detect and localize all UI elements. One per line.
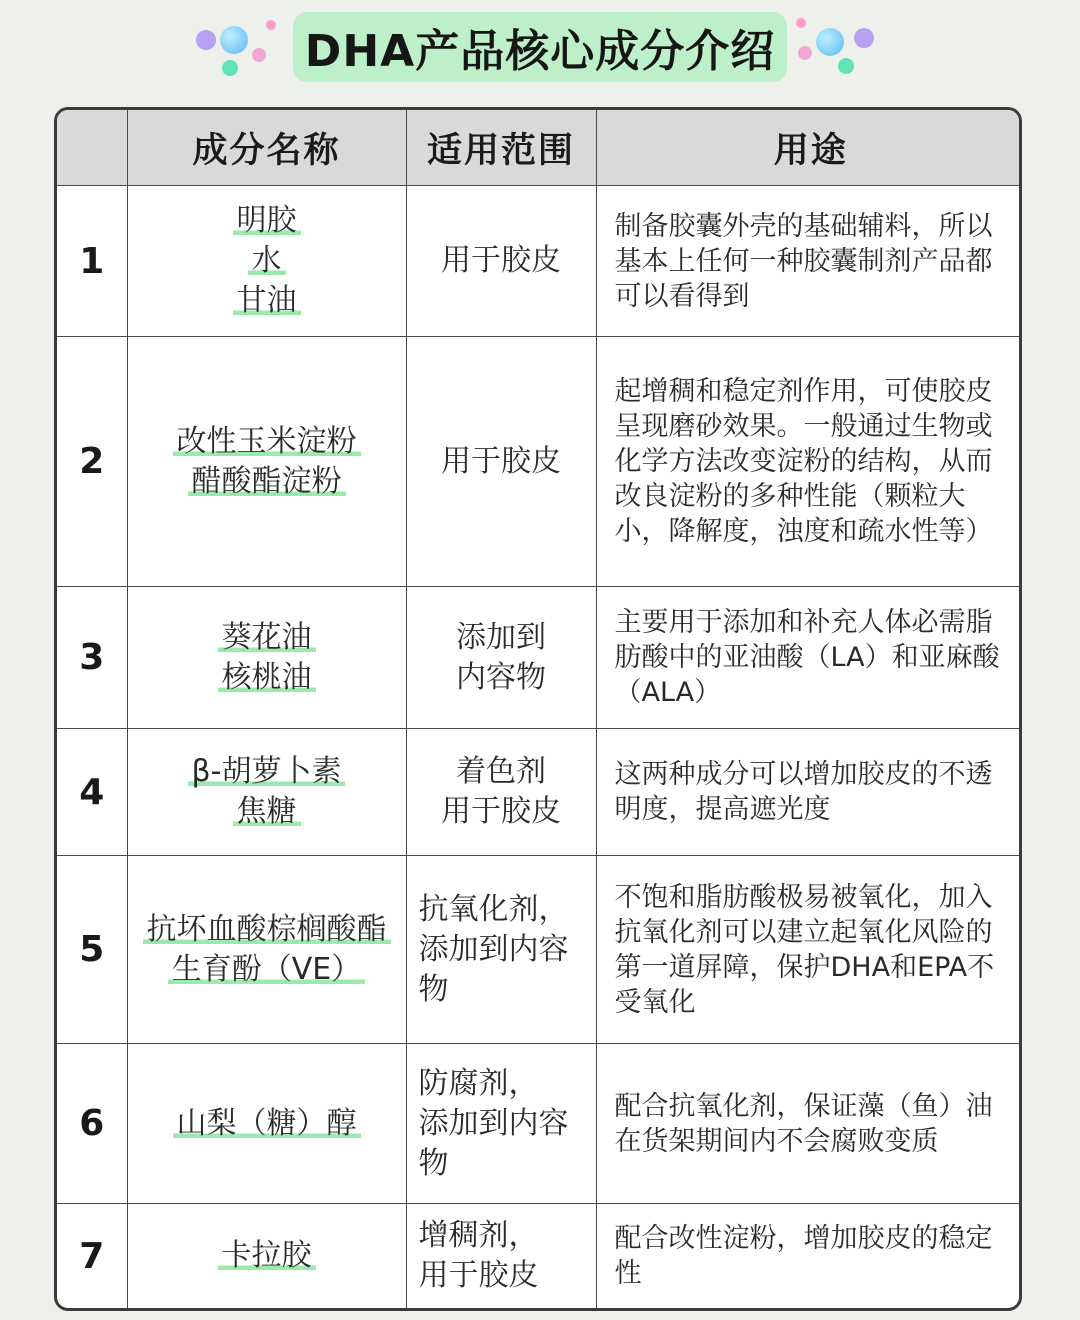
use-text: 起增稠和稳定剂作用，可使胶皮呈现磨砂效果。一般通过生物或化学方法改变淀粉的结构，从而改良淀粉的多种性能（颗粒大小，降解度，浊度和疏水性等） — [596, 337, 1022, 587]
ingredient-name: β-胡萝卜素 — [188, 754, 346, 789]
ingredient-names — [127, 1044, 406, 1204]
use-text: 主要用于添加和补充人体必需脂肪酸中的亚油酸（LA）和亚麻酸（ALA） — [596, 587, 1022, 729]
scope-text: 物 — [418, 971, 449, 1007]
use-text: 这两种成分可以增加胶皮的不透明度，提高遮光度 — [596, 729, 1022, 856]
ingredient-name: 水 — [248, 243, 286, 278]
scope-cell — [406, 1044, 596, 1204]
header-use: 用途 — [596, 110, 1022, 186]
ingredient-name: 葵花油 — [218, 620, 316, 655]
ingredient-name: 甘油 — [233, 283, 301, 318]
table-row — [57, 1204, 1022, 1309]
ingredient-name: 生育酚（VE） — [168, 952, 365, 987]
header-scope: 适用范围 — [406, 110, 596, 186]
scope-cell — [406, 1204, 596, 1309]
ingredient-name: 焦糖 — [233, 794, 301, 829]
scope-text: 添加到 — [456, 619, 546, 655]
scope-text: 内容物 — [456, 659, 546, 695]
row-number: 6 — [57, 1044, 127, 1204]
scope-text: 用于胶皮 — [441, 443, 561, 479]
scope-text: 着色剂 — [456, 754, 546, 789]
page-title: DHA产品核心成分介绍 — [304, 26, 776, 77]
scope-text: 添加到内容 — [418, 931, 569, 967]
ingredient-names — [127, 186, 406, 337]
table-row — [57, 587, 1022, 729]
table-header-row — [57, 110, 1022, 186]
ingredient-name: 明胶 — [233, 203, 301, 238]
ingredients-table — [57, 110, 1022, 1309]
table-row — [57, 186, 1022, 337]
ingredient-names — [127, 1204, 406, 1309]
table-row — [57, 856, 1022, 1044]
scope-cell — [406, 186, 596, 337]
decor-bubbles-left — [192, 18, 282, 78]
scope-text: 物 — [418, 1145, 449, 1181]
header-index — [57, 110, 127, 186]
scope-text: 用于胶皮 — [441, 243, 561, 278]
ingredient-name: 抗坏血酸棕榈酸酯 — [143, 912, 391, 947]
scope-cell — [406, 856, 596, 1044]
ingredient-name: 卡拉胶 — [218, 1238, 316, 1273]
scope-cell — [406, 337, 596, 587]
scope-text: 增稠剂， — [418, 1218, 539, 1254]
scope-cell — [406, 729, 596, 856]
row-number: 7 — [57, 1204, 127, 1309]
scope-text: 用于胶皮 — [441, 794, 561, 829]
scope-text: 抗氧化剂， — [418, 891, 569, 927]
use-text: 配合改性淀粉，增加胶皮的稳定性 — [596, 1204, 1022, 1309]
table-row — [57, 337, 1022, 587]
ingredient-name: 核桃油 — [218, 660, 316, 695]
row-number: 3 — [57, 587, 127, 729]
header-name: 成分名称 — [127, 110, 406, 186]
scope-cell — [406, 587, 596, 729]
row-number: 2 — [57, 337, 127, 587]
use-text: 制备胶囊外壳的基础辅料，所以基本上任何一种胶囊制剂产品都可以看得到 — [596, 186, 1022, 337]
use-text: 配合抗氧化剂，保证藻（鱼）油在货架期间内不会腐败变质 — [596, 1044, 1022, 1204]
row-number: 5 — [57, 856, 127, 1044]
ingredient-names — [127, 587, 406, 729]
ingredient-names — [127, 337, 406, 587]
ingredient-name: 改性玉米淀粉 — [173, 424, 361, 459]
ingredient-names — [127, 729, 406, 856]
ingredient-name: 醋酸酯淀粉 — [188, 464, 346, 499]
ingredient-names — [127, 856, 406, 1044]
table-row — [57, 1044, 1022, 1204]
ingredient-name: 山梨（糖）醇 — [173, 1106, 361, 1141]
scope-text: 防腐剂， — [418, 1065, 539, 1101]
use-text: 不饱和脂肪酸极易被氧化，加入抗氧化剂可以建立起氧化风险的第一道屏障，保护DHA和EPA不受氧化 — [596, 856, 1022, 1044]
scope-text: 添加到内容 — [418, 1105, 569, 1141]
table-row — [57, 729, 1022, 856]
scope-text: 用于胶皮 — [418, 1258, 539, 1294]
title-banner — [293, 12, 787, 82]
row-number: 1 — [57, 186, 127, 337]
row-number: 4 — [57, 729, 127, 856]
decor-bubbles-right — [790, 18, 880, 78]
ingredients-table-card — [54, 107, 1022, 1311]
